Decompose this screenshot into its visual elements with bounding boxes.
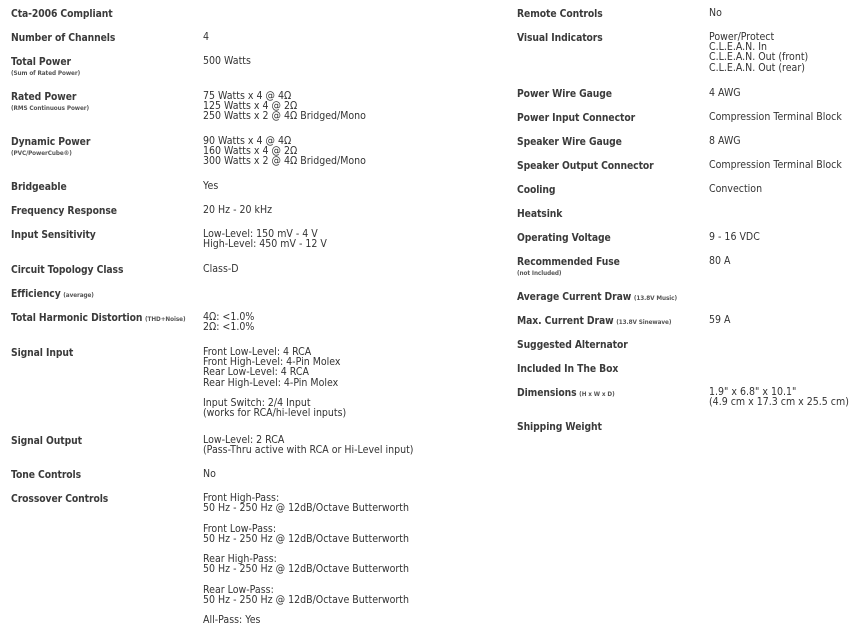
spec-label-text: Signal Input bbox=[11, 347, 74, 359]
spec-value: 75 Watts x 4 @ 4Ω 125 Watts x 4 @ 2Ω 250 Watts x 2 @ 4Ω Bridged/Mono bbox=[203, 90, 366, 123]
spec-label-qualifier: (13.8V Music) bbox=[633, 294, 677, 302]
spec-label-text: Visual Indicators bbox=[517, 32, 603, 44]
spec-value: Low-Level: 150 mV - 4 V High-Level: 450 mV - 12 V bbox=[203, 228, 327, 251]
spec-label bbox=[517, 88, 612, 100]
spec-label bbox=[517, 184, 555, 196]
spec-label bbox=[11, 312, 185, 324]
spec-label bbox=[517, 160, 654, 172]
spec-label bbox=[11, 56, 80, 77]
spec-label bbox=[517, 136, 622, 148]
spec-label bbox=[11, 435, 82, 447]
spec-label-note: (Sum of Rated Power) bbox=[11, 69, 81, 77]
spec-label bbox=[517, 387, 615, 399]
spec-label-text: Total Harmonic Distortion bbox=[11, 312, 143, 324]
spec-label-text: Recommended Fuse bbox=[517, 256, 620, 268]
spec-value: Power/Protect C.L.E.A.N. In C.L.E.A.N. Out (front) C.L.E.A.N. Out (rear) bbox=[709, 31, 809, 74]
spec-label-text: Dynamic Power bbox=[11, 136, 91, 148]
spec-label bbox=[11, 136, 90, 157]
spec-value: Front High-Pass: 50 Hz - 250 Hz @ 12dB/Octave Butterworth Front Low-Pass: 50 Hz - 250 Hz @ 12dB/Octave Butterworth Rear High-Pass: 50 Hz - 250 Hz @ 12dB/Octave Butterworth Rear Low-Pass: 50 Hz - 250 Hz @ 12dB/Octave Butterworth All-Pass: Yes bbox=[203, 492, 409, 627]
spec-label bbox=[11, 91, 89, 112]
spec-label bbox=[517, 112, 635, 124]
spec-label bbox=[11, 469, 81, 481]
spec-label-text: Signal Output bbox=[11, 435, 82, 447]
spec-label bbox=[517, 32, 603, 44]
spec-label-text: Operating Voltage bbox=[517, 232, 611, 244]
spec-label-text: Max. Current Draw bbox=[517, 315, 614, 327]
spec-label-text: Efficiency bbox=[11, 288, 61, 300]
spec-label-qualifier: (average) bbox=[63, 291, 94, 299]
spec-label bbox=[11, 288, 94, 300]
spec-label bbox=[11, 181, 67, 193]
spec-label-text: Speaker Wire Gauge bbox=[517, 136, 622, 148]
spec-label bbox=[517, 8, 603, 20]
spec-value: 4 AWG bbox=[709, 87, 741, 99]
spec-label bbox=[11, 229, 96, 241]
spec-label-text: Remote Controls bbox=[517, 8, 603, 20]
spec-value: Yes bbox=[203, 180, 219, 192]
spec-label-text: Total Power bbox=[11, 56, 71, 68]
spec-value: Low-Level: 2 RCA (Pass-Thru active with RCA or Hi-Level input) bbox=[203, 434, 414, 457]
spec-label bbox=[517, 363, 618, 375]
spec-label bbox=[517, 256, 620, 277]
spec-label bbox=[517, 421, 602, 433]
spec-label-text: Number of Channels bbox=[11, 32, 116, 44]
spec-label-text: Bridgeable bbox=[11, 181, 67, 193]
spec-label-text: Cta-2006 Compliant bbox=[11, 8, 113, 20]
spec-value: 59 A bbox=[709, 314, 731, 326]
spec-value: 90 Watts x 4 @ 4Ω 160 Watts x 4 @ 2Ω 300 Watts x 2 @ 4Ω Bridged/Mono bbox=[203, 135, 366, 168]
spec-label-text: Suggested Alternator bbox=[517, 339, 628, 351]
spec-label-qualifier: (13.8V Sinewave) bbox=[616, 318, 672, 326]
spec-label-text: Dimensions bbox=[517, 387, 577, 399]
spec-value: No bbox=[709, 7, 722, 19]
spec-label-text: Power Wire Gauge bbox=[517, 88, 612, 100]
spec-label bbox=[11, 205, 117, 217]
spec-label-text: Power Input Connector bbox=[517, 112, 636, 124]
spec-label bbox=[11, 8, 113, 20]
spec-value: 4Ω: <1.0% 2Ω: <1.0% bbox=[203, 311, 255, 334]
spec-label-note: (not Included) bbox=[517, 269, 562, 277]
spec-label bbox=[11, 32, 115, 44]
spec-label-text: Tone Controls bbox=[11, 469, 82, 481]
spec-value: Front Low-Level: 4 RCA Front High-Level: 4-Pin Molex Rear Low-Level: 4 RCA Rear High-Level: 4-Pin Molex Input Switch: 2/4 Input (works for RCA/hi-level inputs) bbox=[203, 346, 347, 420]
spec-value: 80 A bbox=[709, 255, 731, 267]
spec-value: 20 Hz - 20 kHz bbox=[203, 204, 273, 216]
spec-label-note: (RMS Continuous Power) bbox=[11, 104, 90, 112]
spec-label bbox=[517, 232, 611, 244]
spec-label-text: Rated Power bbox=[11, 91, 77, 103]
spec-value: 8 AWG bbox=[709, 135, 741, 147]
spec-label-qualifier: (H x W x D) bbox=[579, 390, 615, 398]
spec-value: 4 bbox=[203, 31, 210, 43]
spec-value: Compression Terminal Block bbox=[709, 111, 842, 123]
spec-value: No bbox=[203, 468, 216, 480]
spec-label-text: Speaker Output Connector bbox=[517, 160, 654, 172]
spec-value: 500 Watts bbox=[203, 55, 251, 67]
spec-label bbox=[517, 291, 677, 303]
spec-label-text: Input Sensitivity bbox=[11, 229, 96, 241]
spec-value: Compression Terminal Block bbox=[709, 159, 842, 171]
spec-label-text: Average Current Draw bbox=[517, 291, 632, 303]
spec-label bbox=[11, 264, 123, 276]
spec-label-text: Included In The Box bbox=[517, 363, 619, 375]
spec-label-qualifier: (THD+Noise) bbox=[145, 315, 186, 323]
spec-label bbox=[11, 347, 73, 359]
spec-label-note: (PVC/PowerCube®) bbox=[11, 149, 72, 157]
spec-value: Convection bbox=[709, 183, 763, 195]
spec-label-text: Frequency Response bbox=[11, 205, 117, 217]
spec-value: 9 - 16 VDC bbox=[709, 231, 760, 243]
spec-label bbox=[517, 339, 628, 351]
spec-label bbox=[517, 208, 562, 220]
spec-label-text: Shipping Weight bbox=[517, 421, 602, 433]
spec-label bbox=[517, 315, 671, 327]
spec-label-text: Heatsink bbox=[517, 208, 563, 220]
spec-value: Class-D bbox=[203, 263, 239, 275]
spec-label bbox=[11, 493, 108, 505]
spec-label-text: Circuit Topology Class bbox=[11, 264, 124, 276]
spec-value: 1.9" x 6.8" x 10.1" (4.9 cm x 17.3 cm x 25.5 cm) bbox=[709, 386, 849, 409]
spec-label-text: Crossover Controls bbox=[11, 493, 109, 505]
spec-label-text: Cooling bbox=[517, 184, 556, 196]
